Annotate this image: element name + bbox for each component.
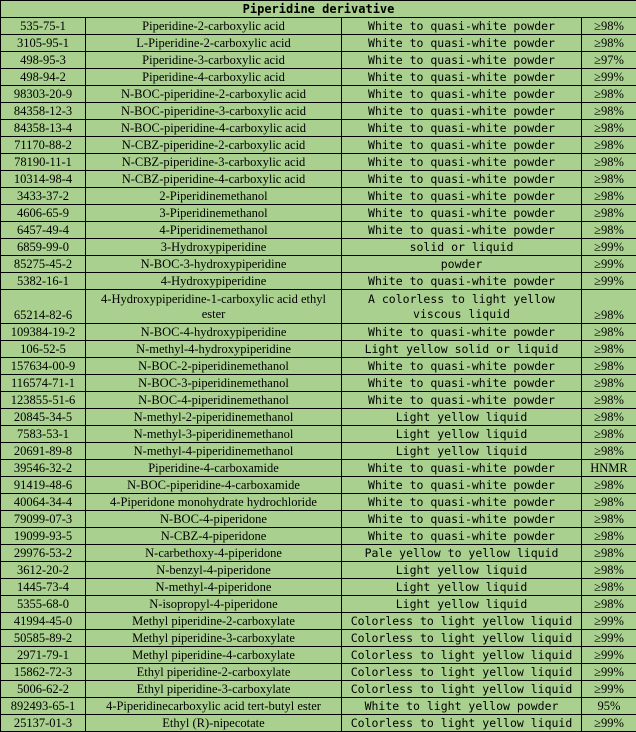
cas-cell: 7583-53-1	[1, 426, 86, 443]
name-cell: 4-Hydroxypiperidine	[86, 273, 342, 290]
name-cell: Ethyl piperidine-3-carboxylate	[86, 681, 342, 698]
appearance-cell: White to quasi-white powder	[342, 528, 582, 545]
table-row	[1, 86, 636, 103]
purity-cell: ≥98%	[582, 426, 636, 443]
name-cell: N-BOC-3-hydroxypiperidine	[86, 256, 342, 273]
name-cell: 4-Piperidinemethanol	[86, 222, 342, 239]
appearance-cell: Light yellow solid or liquid	[342, 341, 582, 358]
appearance-cell: Light yellow liquid	[342, 409, 582, 426]
purity-cell: HNMR	[582, 460, 636, 477]
name-cell: N-CBZ-piperidine-2-carboxylic acid	[86, 137, 342, 154]
name-cell: Methyl piperidine-4-carboxylate	[86, 647, 342, 664]
cas-cell: 10314-98-4	[1, 171, 86, 188]
cas-cell: 84358-13-4	[1, 120, 86, 137]
appearance-cell: Light yellow liquid	[342, 562, 582, 579]
appearance-cell: White to quasi-white powder	[342, 358, 582, 375]
cas-cell: 3612-20-2	[1, 562, 86, 579]
purity-cell: ≥98%	[582, 188, 636, 205]
name-cell: N-methyl-2-piperidinemethanol	[86, 409, 342, 426]
table-row	[1, 562, 636, 579]
appearance-cell: Light yellow liquid	[342, 443, 582, 460]
appearance-cell: Colorless to light yellow liquid	[342, 613, 582, 630]
name-cell: 3-Piperidinemethanol	[86, 205, 342, 222]
appearance-cell: White to quasi-white powder	[342, 120, 582, 137]
cas-cell: 15862-72-3	[1, 664, 86, 681]
name-cell: Piperidine-3-carboxylic acid	[86, 52, 342, 69]
purity-cell: ≥98%	[582, 494, 636, 511]
purity-cell: ≥98%	[582, 18, 636, 35]
table-title: Piperidine derivative	[1, 1, 636, 18]
table-row	[1, 613, 636, 630]
table-row	[1, 358, 636, 375]
purity-cell: ≥98%	[582, 222, 636, 239]
purity-cell: ≥99%	[582, 239, 636, 256]
cas-cell: 6859-99-0	[1, 239, 86, 256]
purity-cell: ≥98%	[582, 443, 636, 460]
appearance-cell: White to quasi-white powder	[342, 52, 582, 69]
name-cell: N-CBZ-piperidine-3-carboxylic acid	[86, 154, 342, 171]
name-cell: N-BOC-piperidine-4-carboxamide	[86, 477, 342, 494]
table-row	[1, 460, 636, 477]
purity-cell: ≥98%	[582, 205, 636, 222]
table-row	[1, 392, 636, 409]
purity-cell: ≥98%	[582, 358, 636, 375]
name-cell: 4-Hydroxypiperidine-1-carboxylic acid ethyl ester	[86, 290, 342, 324]
table-row	[1, 698, 636, 715]
cas-cell: 2971-79-1	[1, 647, 86, 664]
cas-cell: 19099-93-5	[1, 528, 86, 545]
name-cell: L-Piperidine-2-carboxylic acid	[86, 35, 342, 52]
table-row	[1, 120, 636, 137]
appearance-cell: White to quasi-white powder	[342, 375, 582, 392]
cas-cell: 4606-65-9	[1, 205, 86, 222]
cas-cell: 157634-00-9	[1, 358, 86, 375]
cas-cell: 3433-37-2	[1, 188, 86, 205]
table-row	[1, 341, 636, 358]
appearance-cell: powder	[342, 256, 582, 273]
name-cell: N-BOC-3-piperidinemethanol	[86, 375, 342, 392]
name-cell: Ethyl (R)-nipecotate	[86, 715, 342, 732]
appearance-cell: White to light yellow powder	[342, 698, 582, 715]
table-row	[1, 18, 636, 35]
cas-cell: 40064-34-4	[1, 494, 86, 511]
table-row	[1, 35, 636, 52]
purity-cell: ≥99%	[582, 613, 636, 630]
table-row	[1, 511, 636, 528]
cas-cell: 50585-89-2	[1, 630, 86, 647]
purity-cell: ≥98%	[582, 392, 636, 409]
name-cell: N-BOC-2-piperidinemethanol	[86, 358, 342, 375]
table-row	[1, 205, 636, 222]
appearance-cell: White to quasi-white powder	[342, 188, 582, 205]
purity-cell: ≥99%	[582, 681, 636, 698]
name-cell: Piperidine-4-carboxamide	[86, 460, 342, 477]
appearance-cell: White to quasi-white powder	[342, 171, 582, 188]
cas-cell: 535-75-1	[1, 18, 86, 35]
table-row	[1, 426, 636, 443]
purity-cell: ≥98%	[582, 171, 636, 188]
name-cell: N-BOC-4-hydroxypiperidine	[86, 324, 342, 341]
table-row	[1, 494, 636, 511]
table-row	[1, 69, 636, 86]
name-cell: N-CBZ-piperidine-4-carboxylic acid	[86, 171, 342, 188]
cas-cell: 1445-73-4	[1, 579, 86, 596]
cas-cell: 498-94-2	[1, 69, 86, 86]
appearance-cell: A colorless to light yellow viscous liquid	[342, 290, 582, 324]
cas-cell: 3105-95-1	[1, 35, 86, 52]
cas-cell: 78190-11-1	[1, 154, 86, 171]
cas-cell: 116574-71-1	[1, 375, 86, 392]
purity-cell: ≥99%	[582, 273, 636, 290]
purity-cell: ≥99%	[582, 630, 636, 647]
table-row	[1, 188, 636, 205]
appearance-cell: White to quasi-white powder	[342, 477, 582, 494]
name-cell: N-methyl-4-hydroxypiperidine	[86, 341, 342, 358]
appearance-cell: White to quasi-white powder	[342, 511, 582, 528]
table-row	[1, 528, 636, 545]
appearance-cell: White to quasi-white powder	[342, 494, 582, 511]
table-row	[1, 647, 636, 664]
table-row	[1, 715, 636, 732]
table-row	[1, 103, 636, 120]
cas-cell: 25137-01-3	[1, 715, 86, 732]
purity-cell: ≥98%	[582, 120, 636, 137]
table-row	[1, 443, 636, 460]
table-row	[1, 273, 636, 290]
appearance-cell: White to quasi-white powder	[342, 205, 582, 222]
appearance-cell: White to quasi-white powder	[342, 222, 582, 239]
appearance-cell: White to quasi-white powder	[342, 154, 582, 171]
purity-cell: ≥98%	[582, 528, 636, 545]
cas-cell: 91419-48-6	[1, 477, 86, 494]
purity-cell: ≥99%	[582, 715, 636, 732]
appearance-cell: White to quasi-white powder	[342, 18, 582, 35]
name-cell: N-methyl-4-piperidone	[86, 579, 342, 596]
name-cell: N-carbethoxy-4-piperidone	[86, 545, 342, 562]
appearance-cell: White to quasi-white powder	[342, 86, 582, 103]
name-cell: Methyl piperidine-2-carboxylate	[86, 613, 342, 630]
table-row	[1, 239, 636, 256]
appearance-cell: Colorless to light yellow liquid	[342, 715, 582, 732]
name-cell: Methyl piperidine-3-carboxylate	[86, 630, 342, 647]
table-row	[1, 630, 636, 647]
appearance-cell: Colorless to light yellow liquid	[342, 681, 582, 698]
cas-cell: 123855-51-6	[1, 392, 86, 409]
purity-cell: ≥98%	[582, 103, 636, 120]
name-cell: N-BOC-4-piperidone	[86, 511, 342, 528]
table-row	[1, 222, 636, 239]
cas-cell: 6457-49-4	[1, 222, 86, 239]
table-row	[1, 137, 636, 154]
purity-cell: ≥98%	[582, 545, 636, 562]
appearance-cell: White to quasi-white powder	[342, 392, 582, 409]
table-row	[1, 290, 636, 324]
appearance-cell: Colorless to light yellow liquid	[342, 647, 582, 664]
appearance-cell: White to quasi-white powder	[342, 137, 582, 154]
name-cell: Ethyl piperidine-2-carboxylate	[86, 664, 342, 681]
purity-cell: ≥98%	[582, 596, 636, 613]
cas-cell: 39546-32-2	[1, 460, 86, 477]
name-cell: N-methyl-3-piperidinemethanol	[86, 426, 342, 443]
purity-cell: ≥98%	[582, 562, 636, 579]
name-cell: Piperidine-4-carboxylic acid	[86, 69, 342, 86]
cas-cell: 109384-19-2	[1, 324, 86, 341]
purity-cell: ≥99%	[582, 256, 636, 273]
name-cell: N-methyl-4-piperidinemethanol	[86, 443, 342, 460]
purity-cell: ≥98%	[582, 477, 636, 494]
appearance-cell: Light yellow liquid	[342, 579, 582, 596]
cas-cell: 20845-34-5	[1, 409, 86, 426]
purity-cell: ≥98%	[582, 341, 636, 358]
appearance-cell: White to quasi-white powder	[342, 69, 582, 86]
table-row	[1, 579, 636, 596]
table-row	[1, 375, 636, 392]
table-row	[1, 324, 636, 341]
table-row	[1, 596, 636, 613]
purity-cell: ≥98%	[582, 579, 636, 596]
purity-cell: ≥98%	[582, 35, 636, 52]
cas-cell: 106-52-5	[1, 341, 86, 358]
cas-cell: 98303-20-9	[1, 86, 86, 103]
cas-cell: 498-95-3	[1, 52, 86, 69]
purity-cell: ≥98%	[582, 86, 636, 103]
cas-cell: 5355-68-0	[1, 596, 86, 613]
name-cell: N-BOC-4-piperidinemethanol	[86, 392, 342, 409]
purity-cell: ≥98%	[582, 324, 636, 341]
cas-cell: 71170-88-2	[1, 137, 86, 154]
appearance-cell: solid or liquid	[342, 239, 582, 256]
appearance-cell: Light yellow liquid	[342, 426, 582, 443]
name-cell: N-benzyl-4-piperidone	[86, 562, 342, 579]
purity-cell: ≥98%	[582, 375, 636, 392]
table-row	[1, 256, 636, 273]
purity-cell: 95%	[582, 698, 636, 715]
table-row	[1, 154, 636, 171]
table-row	[1, 545, 636, 562]
table-row	[1, 664, 636, 681]
purity-cell: ≥97%	[582, 52, 636, 69]
cas-cell: 29976-53-2	[1, 545, 86, 562]
name-cell: 3-Hydroxypiperidine	[86, 239, 342, 256]
cas-cell: 20691-89-8	[1, 443, 86, 460]
purity-cell: ≥99%	[582, 69, 636, 86]
purity-cell: ≥98%	[582, 409, 636, 426]
cas-cell: 5006-62-2	[1, 681, 86, 698]
cas-cell: 84358-12-3	[1, 103, 86, 120]
appearance-cell: White to quasi-white powder	[342, 324, 582, 341]
cas-cell: 65214-82-6	[1, 290, 86, 324]
appearance-cell: Colorless to light yellow liquid	[342, 664, 582, 681]
name-cell: N-CBZ-4-piperidone	[86, 528, 342, 545]
appearance-cell: White to quasi-white powder	[342, 103, 582, 120]
table-row	[1, 52, 636, 69]
table-row	[1, 477, 636, 494]
appearance-cell: White to quasi-white powder	[342, 35, 582, 52]
name-cell: 4-Piperidone monohydrate hydrochloride	[86, 494, 342, 511]
name-cell: N-BOC-piperidine-2-carboxylic acid	[86, 86, 342, 103]
name-cell: N-isopropyl-4-piperidone	[86, 596, 342, 613]
appearance-cell: Light yellow liquid	[342, 596, 582, 613]
appearance-cell: Colorless to light yellow liquid	[342, 630, 582, 647]
name-cell: 4-Piperidinecarboxylic acid tert-butyl ester	[86, 698, 342, 715]
purity-cell: ≥98%	[582, 137, 636, 154]
purity-cell: ≥98%	[582, 511, 636, 528]
purity-cell: ≥99%	[582, 647, 636, 664]
name-cell: N-BOC-piperidine-3-carboxylic acid	[86, 103, 342, 120]
purity-cell: ≥98%	[582, 290, 636, 324]
cas-cell: 79099-07-3	[1, 511, 86, 528]
purity-cell: ≥99%	[582, 664, 636, 681]
table-body	[1, 18, 636, 732]
appearance-cell: White to quasi-white powder	[342, 273, 582, 290]
cas-cell: 41994-45-0	[1, 613, 86, 630]
cas-cell: 85275-45-2	[1, 256, 86, 273]
name-cell: 2-Piperidinemethanol	[86, 188, 342, 205]
table-row	[1, 409, 636, 426]
table-row	[1, 681, 636, 698]
name-cell: N-BOC-piperidine-4-carboxylic acid	[86, 120, 342, 137]
cas-cell: 5382-16-1	[1, 273, 86, 290]
appearance-cell: White to quasi-white powder	[342, 460, 582, 477]
purity-cell: ≥98%	[582, 154, 636, 171]
cas-cell: 892493-65-1	[1, 698, 86, 715]
name-cell: Piperidine-2-carboxylic acid	[86, 18, 342, 35]
appearance-cell: Pale yellow to yellow liquid	[342, 545, 582, 562]
table-row	[1, 171, 636, 188]
